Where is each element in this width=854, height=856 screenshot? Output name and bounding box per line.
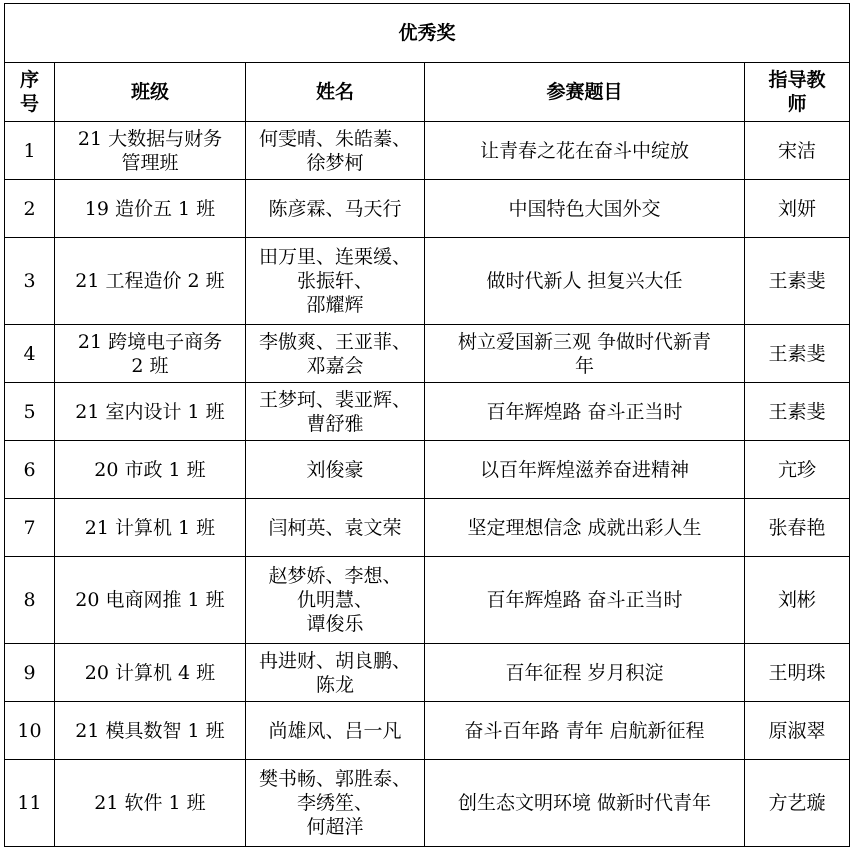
row-names-line: 闫柯英、袁文荣 <box>268 516 402 539</box>
row-class-line: 21 大数据与财务 <box>77 127 223 150</box>
row-topic <box>425 122 745 180</box>
row-teacher: 刘妍 <box>745 180 850 238</box>
header-teacher: 指导教 师 <box>745 63 850 122</box>
row-names-line: 樊书畅、郭胜泰、 <box>258 768 411 790</box>
row-names <box>246 644 425 702</box>
row-teacher: 宋洁 <box>745 122 850 180</box>
row-index: 2 <box>5 180 55 238</box>
row-class <box>55 238 246 325</box>
row-class-line: 管理班 <box>121 151 179 174</box>
row-names <box>246 122 425 180</box>
row-names-line: 李傲爽、王亚菲、 <box>258 330 411 353</box>
row-index: 1 <box>5 122 55 180</box>
row-class-line: 21 室内设计 1 班 <box>75 400 225 423</box>
row-class-line: 21 工程造价 2 班 <box>75 270 225 292</box>
row-index: 6 <box>5 441 55 499</box>
row-class <box>55 760 246 847</box>
row-index: 8 <box>5 557 55 644</box>
row-teacher: 亢珍 <box>745 441 850 499</box>
table-row <box>5 238 850 325</box>
row-names <box>246 238 425 325</box>
row-names <box>246 702 425 760</box>
row-topic <box>425 702 745 760</box>
row-topic-line: 百年征程 岁月积淀 <box>505 661 664 684</box>
row-topic <box>425 238 745 325</box>
row-topic <box>425 180 745 238</box>
header-class: 班级 <box>55 63 246 122</box>
row-topic <box>425 644 745 702</box>
row-class <box>55 325 246 383</box>
row-topic <box>425 760 745 847</box>
row-index: 9 <box>5 644 55 702</box>
row-topic-line: 百年辉煌路 奋斗正当时 <box>486 589 683 611</box>
row-class <box>55 441 246 499</box>
row-names-line: 尚雄风、吕一凡 <box>268 719 402 742</box>
row-class-line: 21 跨境电子商务 <box>77 330 223 353</box>
row-class-line: 19 造价五 1 班 <box>84 197 216 220</box>
row-names-line: 何雯晴、朱皓蓁、 <box>258 127 411 150</box>
row-topic-line: 百年辉煌路 奋斗正当时 <box>486 400 683 423</box>
row-topic-line: 以百年辉煌滋养奋进精神 <box>479 458 689 481</box>
row-names-line: 陈彦霖、马天行 <box>268 197 402 220</box>
table-row <box>5 760 850 847</box>
row-class-line: 21 模具数智 1 班 <box>75 719 225 742</box>
row-teacher: 王明珠 <box>745 644 850 702</box>
table-row <box>5 702 850 760</box>
row-class-line: 21 计算机 1 班 <box>84 516 216 539</box>
row-names <box>246 499 425 557</box>
row-index: 4 <box>5 325 55 383</box>
row-names-line: 仇明慧、 <box>296 589 373 611</box>
table-row <box>5 644 850 702</box>
table-row <box>5 180 850 238</box>
row-class <box>55 644 246 702</box>
title-row <box>5 4 850 63</box>
row-topic-line: 坚定理想信念 成就出彩人生 <box>467 516 702 539</box>
row-class <box>55 557 246 644</box>
row-names-line: 徐梦柯 <box>306 151 364 174</box>
row-teacher: 王素斐 <box>745 383 850 441</box>
table-row <box>5 441 850 499</box>
row-teacher: 张春艳 <box>745 499 850 557</box>
row-names-line: 赵梦娇、李想、 <box>268 565 402 587</box>
row-class <box>55 122 246 180</box>
row-topic-line: 奋斗百年路 青年 启航新征程 <box>464 719 705 742</box>
row-topic-line: 年 <box>574 354 594 377</box>
row-teacher: 方艺璇 <box>745 760 850 847</box>
row-names-line: 刘俊豪 <box>306 458 364 481</box>
row-index: 5 <box>5 383 55 441</box>
header-names: 姓名 <box>246 63 425 122</box>
row-names-line: 冉进财、胡良鹏、 <box>258 649 411 672</box>
row-topic <box>425 383 745 441</box>
row-index: 11 <box>5 760 55 847</box>
row-names <box>246 441 425 499</box>
row-names-line: 何超洋 <box>306 816 364 838</box>
row-names-line: 田万里、连栗缓、 <box>258 246 411 268</box>
row-index: 10 <box>5 702 55 760</box>
header-index: 序 号 <box>5 63 55 122</box>
header-row <box>5 63 850 122</box>
row-names <box>246 180 425 238</box>
row-names-line: 王梦珂、裴亚辉、 <box>258 388 411 411</box>
row-names <box>246 760 425 847</box>
row-teacher: 王素斐 <box>745 238 850 325</box>
row-names-line: 张振轩、 <box>296 270 373 292</box>
row-index: 7 <box>5 499 55 557</box>
row-topic <box>425 441 745 499</box>
header-topic: 参赛题目 <box>425 63 745 122</box>
row-topic <box>425 325 745 383</box>
row-teacher: 刘彬 <box>745 557 850 644</box>
table-row <box>5 499 850 557</box>
row-names <box>246 325 425 383</box>
row-topic-line: 中国特色大国外交 <box>508 197 661 220</box>
row-class <box>55 702 246 760</box>
row-class <box>55 383 246 441</box>
row-names-line: 李绣笙、 <box>296 792 373 814</box>
row-class <box>55 180 246 238</box>
row-topic-line: 让青春之花在奋斗中绽放 <box>479 139 689 162</box>
row-topic-line: 做时代新人 担复兴大任 <box>486 270 683 292</box>
table-row <box>5 557 850 644</box>
table-row <box>5 122 850 180</box>
row-class-line: 20 市政 1 班 <box>94 458 206 481</box>
row-index: 3 <box>5 238 55 325</box>
row-topic-line: 创生态文明环境 做新时代青年 <box>457 792 712 814</box>
row-names <box>246 557 425 644</box>
row-names-line: 曹舒雅 <box>306 412 364 435</box>
row-names-line: 陈龙 <box>315 673 354 696</box>
row-class-line: 2 班 <box>131 354 169 377</box>
row-names <box>246 383 425 441</box>
row-topic <box>425 557 745 644</box>
row-topic <box>425 499 745 557</box>
row-names-line: 邓嘉会 <box>306 354 364 377</box>
table-row <box>5 325 850 383</box>
row-class-line: 21 软件 1 班 <box>94 792 206 814</box>
row-teacher: 王素斐 <box>745 325 850 383</box>
award-table <box>4 3 850 847</box>
row-topic-line: 树立爱国新三观 争做时代新青 <box>457 330 712 353</box>
row-names-line: 邵耀辉 <box>306 294 364 316</box>
row-teacher: 原淑翠 <box>745 702 850 760</box>
row-class-line: 20 计算机 4 班 <box>84 661 216 684</box>
table-row <box>5 383 850 441</box>
row-names-line: 谭俊乐 <box>306 613 364 635</box>
table-title: 优秀奖 <box>5 4 850 63</box>
row-class <box>55 499 246 557</box>
row-class-line: 20 电商网推 1 班 <box>75 589 225 611</box>
